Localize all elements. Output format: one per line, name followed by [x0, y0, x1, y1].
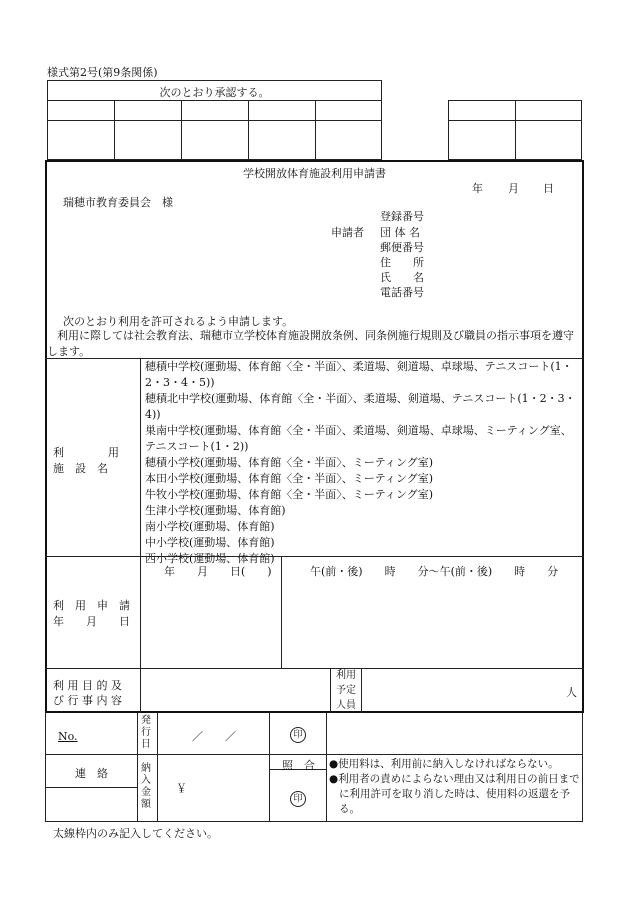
- facility-label-1: 利 用: [53, 446, 119, 459]
- date-month: 月: [508, 182, 519, 195]
- facility-hozumi-jhs: 穂積中学校(運動場、体育館〈全・半面〉、柔道場、剣道場、卓球場、テニスコート(1・2・3・4・5)): [145, 360, 573, 389]
- form-title: 学校開放体育施設利用申請書: [243, 167, 386, 180]
- facility-list: [145, 359, 578, 567]
- apply-date-label-1: 利 用 申 請: [53, 599, 130, 612]
- facility-naka-es: 中小学校(運動場、体育館): [145, 536, 275, 549]
- note-1: ●使用料は、利用前に納入しなければならない。: [329, 758, 559, 770]
- notes: [329, 757, 581, 817]
- no-label: No.: [58, 730, 78, 743]
- facility-namazu-es: 生津小学校(運動場、体育館): [145, 504, 286, 517]
- check-label: 照 合: [282, 759, 315, 772]
- facility-honden-es: 本田小学校(運動場、体育館〈全・半面〉、ミーティング室): [145, 472, 433, 485]
- field-postal-code: 郵便番号: [380, 241, 424, 254]
- applicant-label: 申請者: [331, 226, 364, 239]
- field-address: 住 所: [380, 256, 424, 269]
- field-registration-no: 登録番号: [380, 210, 424, 223]
- field-name: 氏 名: [380, 271, 424, 284]
- request-line-1: 次のとおり利用を許可されるよう申請します。: [63, 315, 294, 328]
- facility-gomaki-es: 牛牧小学校(運動場、体育館〈全・半面〉、ミーティング室): [145, 488, 433, 501]
- field-phone: 電話番号: [380, 286, 424, 299]
- date-year: 年: [472, 182, 483, 195]
- issue-date-slashes: ／ ／: [192, 730, 236, 743]
- yen-symbol: ￥: [176, 782, 187, 795]
- expected-people-label: 利用予定人員: [336, 670, 356, 711]
- facility-hozumikita-jhs: 穂積北中学校(運動場、体育館〈全・半面〉、柔道場、剣道場、テニスコート(1・2・3・4)): [145, 392, 576, 421]
- facility-label-2: 施 設 名: [53, 462, 108, 475]
- seal-mark-2: 印: [290, 791, 306, 807]
- request-line-2: 利用に際しては社会教育法、瑞穂市立学校体育施設開放条例、同条例施行規則及び職員の指示事項を遵守します。: [47, 329, 574, 358]
- facility-sunami-jhs: 巣南中学校(運動場、体育館〈全・半面〉、柔道場、剣道場、卓球場、ミーティング室、テニスコート(1・2)): [145, 424, 572, 453]
- seal-mark-1: 印: [290, 727, 306, 743]
- people-unit: 人: [566, 686, 577, 699]
- approval-text: 次のとおり承認する。: [159, 86, 270, 99]
- facility-minami-es: 南小学校(運動場、体育館): [145, 520, 275, 533]
- usage-date[interactable]: 年 月 日( ): [164, 565, 272, 578]
- addressee: 瑞穂市教育委員会 様: [63, 196, 173, 209]
- usage-time[interactable]: 午(前・後) 時 分〜午(前・後) 時 分: [310, 565, 559, 578]
- note-2: ●利用者の責めによらない理由又は利用日の前日までに利用許可を取り消した時は、使用料の返還を予る。: [329, 773, 580, 815]
- facility-hozumi-es: 穂積小学校(運動場、体育館〈全・半面〉、ミーティング室): [145, 456, 433, 469]
- contact-label: 連 絡: [75, 767, 108, 780]
- purpose-label-2: び 行 事 内 容: [53, 694, 122, 707]
- purpose-label-1: 利 用 目 的 及: [53, 679, 122, 692]
- field-group-name: 団 体 名: [380, 226, 420, 239]
- footer-instruction: 太線枠内のみ記入してください。: [53, 827, 218, 840]
- facility-nishi-es: 西小学校(運動場、体育館): [145, 552, 275, 565]
- date-day: 日: [543, 182, 554, 195]
- payment-amount-label: 納入金額: [141, 763, 151, 810]
- form-number: 様式第2号(第9条関係): [47, 66, 158, 79]
- apply-date-label-2: 年 月 日: [53, 615, 130, 628]
- issue-date-label: 発行日: [141, 715, 151, 750]
